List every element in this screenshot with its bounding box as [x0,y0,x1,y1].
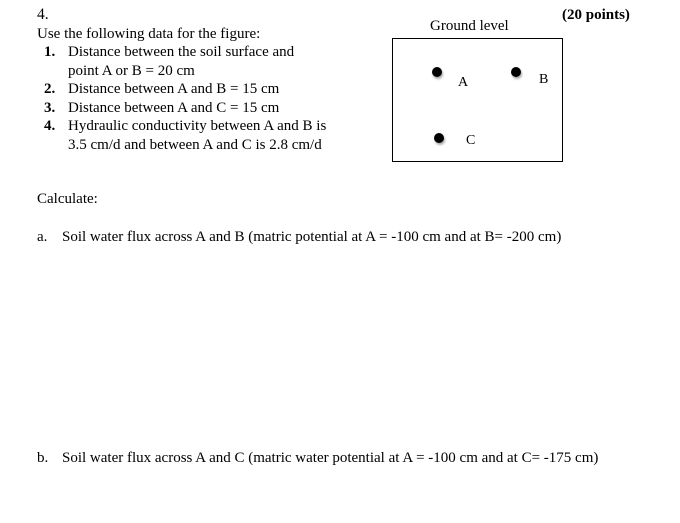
list-item-number: 4. [44,118,56,134]
points-label: (20 points) [562,7,630,23]
question-a [37,228,561,246]
question-b-letter: b. [37,450,49,466]
data-list [44,43,344,154]
point-c-marker [434,133,444,143]
list-item-number: 2. [44,81,56,97]
list-item-text: Distance between A and B = 15 cm [68,81,280,97]
question-number: 4. [37,6,49,23]
point-b-marker [511,67,521,77]
ground-level-label: Ground level [430,18,509,34]
question-a-letter: a. [37,229,48,245]
list-item-text: Distance between the soil surface and point A or B = 20 cm [68,44,295,79]
point-a-label: A [458,75,469,90]
question-b [37,449,598,467]
question-b-text: Soil water flux across A and C (matric water potential at A = -100 cm and at C= -175 cm) [62,450,599,466]
list-item-number: 3. [44,99,56,116]
list-item [44,99,344,118]
list-item [44,80,344,99]
intro-text: Use the following data for the figure: [37,26,261,42]
point-a-marker [432,67,442,77]
point-c-label: C [466,133,476,148]
list-item-number: 1. [44,44,56,60]
list-item [44,117,344,154]
question-a-text: Soil water flux across A and B (matric potential at A = -100 cm and at B= -200 cm) [62,229,562,245]
soil-profile-figure [392,38,563,162]
list-item [44,43,344,80]
calculate-label: Calculate: [37,191,98,207]
point-b-label: B [539,72,549,87]
list-item-text: Distance between A and C = 15 cm [68,99,280,116]
list-item-text: Hydraulic conductivity between A and B is 3.5 cm/d and between A and C is 2.8 cm/d [68,118,327,153]
